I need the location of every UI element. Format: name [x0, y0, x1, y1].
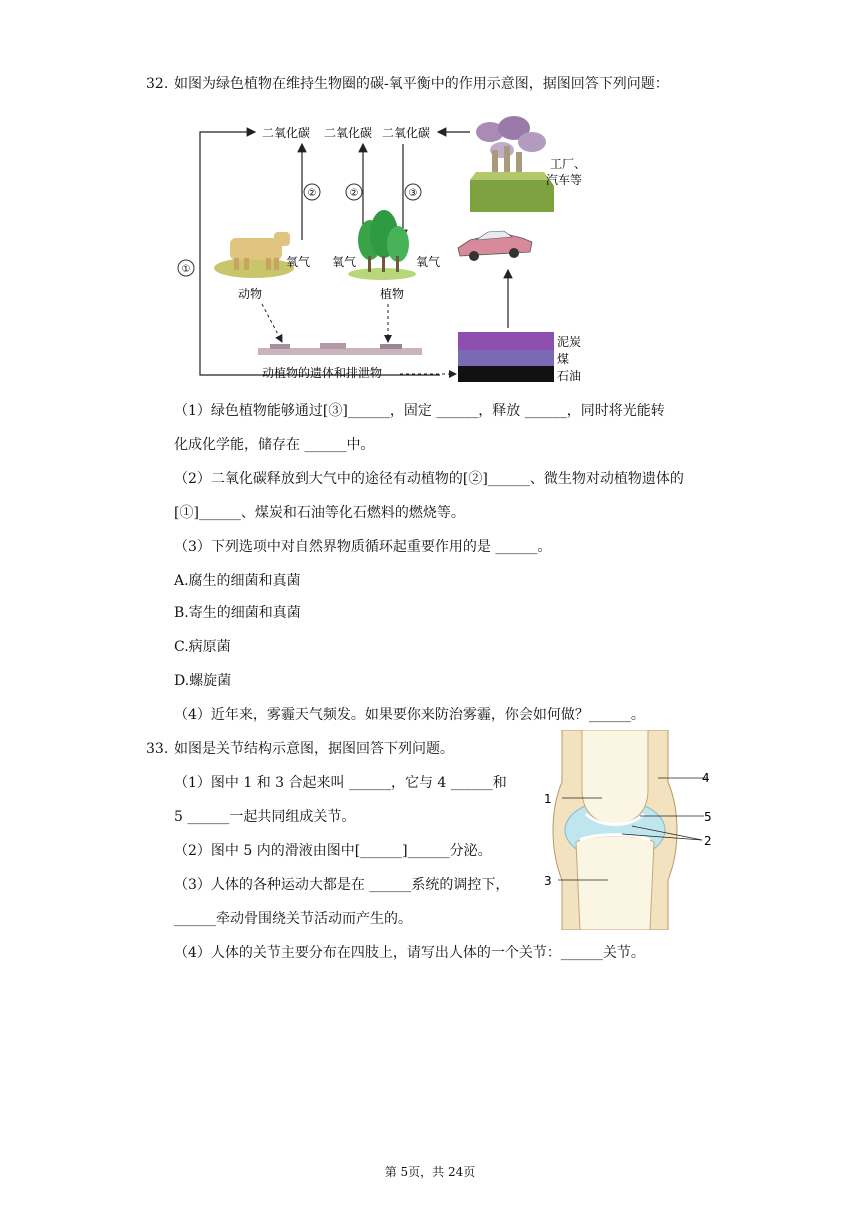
cow-icon	[214, 232, 294, 278]
question-33-number: 33.	[146, 741, 169, 757]
animal-label: 动物	[238, 287, 263, 301]
joint-head-bone	[582, 730, 648, 824]
q32-option-a: A.腐生的细菌和真菌	[174, 573, 301, 589]
tree-icon	[348, 210, 416, 280]
q33-part4: （4）人体的关节主要分布在四肢上，请写出人体的一个关节：______关节。	[174, 945, 645, 961]
q32-part4: （4）近年来，雾霾天气频发。如果要你来防治雾霾，你会如何做？______。	[174, 707, 645, 723]
plant-label: 植物	[380, 287, 405, 301]
cars-label: 汽车等	[546, 173, 583, 187]
oxygen-label-animal: 氧气	[286, 255, 311, 269]
label-2: 2	[704, 834, 712, 848]
carbon-oxygen-cycle-diagram	[170, 110, 620, 390]
label-5: 5	[704, 810, 712, 824]
question-32-stem: 如图为绿色植物在维持生物圈的碳-氧平衡中的作用示意图，据图回答下列问题：	[174, 76, 669, 92]
oxygen-label-plant-right: 氧气	[416, 255, 441, 269]
co2-label-2: 二氧化碳	[324, 126, 373, 140]
circle-2a-label: ②	[307, 188, 317, 199]
remains-ground	[258, 343, 422, 355]
label-3: 3	[544, 874, 552, 888]
q32-part1-line2: 化成化学能，储存在 ______中。	[174, 437, 375, 453]
coal-layer	[458, 350, 554, 366]
q33-part1-line2: 5 ______一起共同组成关节。	[174, 809, 356, 825]
q32-part1-line1: （1）绿色植物能够通过[③]______，固定 ______，释放 ______，同时将光能转	[174, 403, 665, 419]
q33-part3-line1: （3）人体的各种运动大都是在 ______系统的调控下，	[174, 877, 510, 893]
co2-label-1: 二氧化碳	[262, 126, 311, 140]
page-footer: 第 5页，共 24页	[384, 1165, 476, 1179]
q32-part3: （3）下列选项中对自然界物质循环起重要作用的是 ______。	[174, 539, 552, 555]
factory-label: 工厂、	[550, 157, 587, 171]
oil-layer	[458, 366, 554, 382]
coal-label: 煤	[557, 352, 570, 366]
q33-part2: （2）图中 5 内的滑液由图中[______]______分泌。	[174, 843, 492, 859]
q33-part3-line2: ______牵动骨围绕关节活动而产生的。	[174, 911, 412, 927]
q32-part2-line2: [①]______、煤炭和石油等化石燃料的燃烧等。	[174, 505, 465, 521]
label-1: 1	[544, 792, 552, 806]
oil-label: 石油	[557, 369, 582, 383]
peat-layer	[458, 332, 554, 350]
peat-label: 泥炭	[557, 335, 582, 349]
q33-part1-line1: （1）图中 1 和 3 合起来叫 ______，它与 4 ______和	[174, 775, 507, 791]
remains-label: 动植物的遗体和排泄物	[262, 366, 383, 380]
car-icon	[458, 231, 532, 261]
joint-structure-diagram	[540, 730, 720, 930]
q32-option-c: C.病原菌	[174, 639, 231, 655]
q32-part2-line1: （2）二氧化碳释放到大气中的途径有动植物的[②]______、微生物对动植物遗体的	[174, 471, 684, 487]
q32-option-d: D.螺旋菌	[174, 673, 232, 689]
circle-1-label: ①	[181, 264, 191, 275]
circle-2b-label: ②	[349, 188, 359, 199]
question-33-stem: 如图是关节结构示意图，据图回答下列问题。	[174, 741, 454, 757]
q32-option-b: B.寄生的细菌和真菌	[174, 605, 301, 621]
oxygen-label-plant-left: 氧气	[332, 255, 357, 269]
joint-socket-bone	[576, 836, 654, 930]
circle-3-label: ③	[408, 188, 418, 199]
co2-label-3: 二氧化碳	[382, 126, 431, 140]
question-32-number: 32.	[146, 76, 169, 92]
label-4: 4	[702, 771, 710, 785]
factory-icon	[470, 116, 554, 212]
